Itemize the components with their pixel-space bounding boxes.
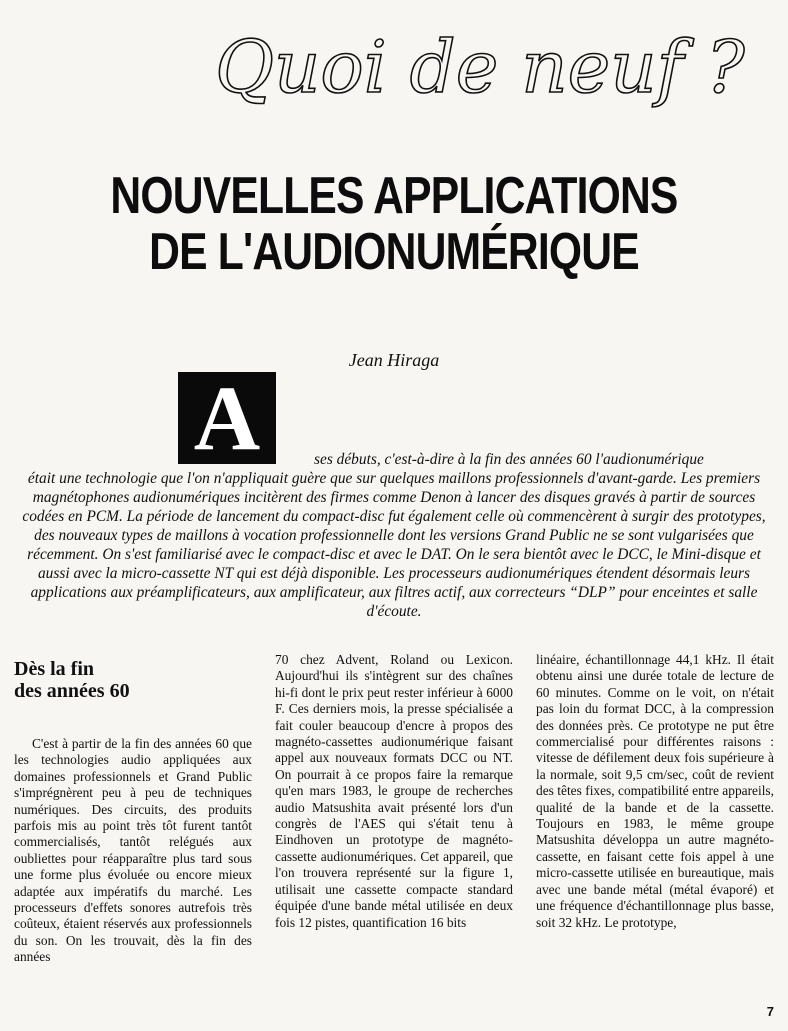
body-columns <box>14 652 774 1004</box>
headline <box>71 168 717 280</box>
handwritten-title-text: Quoi de neuf ? <box>215 25 745 109</box>
section-title-line-1: Dès la fin <box>14 658 94 680</box>
intro-rest: était une technologie que l'on n'appliquait guère que sur quelques maillons professionnels d'avant-garde. Les premiers magnétophones audionumériques incitèrent des firmes comme Denon à lancer des disques gravés à partir de sources codées en PCM. La période de lancement du compact-disc fut également celle où commencèrent à surgir des prototypes, des nouveaux types de maillons à vocation professionnelle dont les versions Grand Public ne se sont vulgarisées que récemment. On s'est familiarisé avec le compact-disc et avec le DAT. On le sera bientôt avec le DCC, le Mini-disque et aussi avec la micro-cassette NT qui est déjà disponible. Les processeurs audionumériques étendent désormais leurs applications aux préamplificateurs, aux amplificateur, aux filtres actif, aux correcteurs “DLP” pour enceintes et salle d'écoute. <box>22 470 766 620</box>
column-2 <box>275 652 513 1004</box>
dropcap: A <box>178 372 276 464</box>
intro-paragraph <box>14 450 774 621</box>
headline-line-2: DE L'AUDIONUMÉRIQUE <box>149 223 639 281</box>
intro-first-line: ses débuts, c'est-à-dire à la fin des années 60 l'audionumérique <box>314 451 704 468</box>
author: Jean Hiraga <box>348 350 440 370</box>
headline-line-1: NOUVELLES APPLICATIONS <box>110 167 678 225</box>
section-title-line-2: des années 60 <box>14 680 130 702</box>
section-title <box>14 658 252 702</box>
column-2-text: 70 chez Advent, Roland ou Lexicon. Aujourd'hui ils s'intègrent sur des chaînes hi-fi dont le prix peut rester inférieur à 6000 F. Ces derniers mois, la presse spécialisée a fait couler beaucoup d'encre à propos des magnéto-cassettes audionumérique faisant appel aux nouveaux formats DCC ou NT. On pourrait à ce propos faire la remarque qu'en mars 1983, le groupe de recherches audio Matsushita avait présenté lors d'un congrès de l'AES qui s'était tenu à Eindhoven un prototype de magnéto-cassette audionumériques. Cet appareil, que l'on trouvera représenté sur la figure 1, utilisait une cassette compacte standard équipée d'une bande métal utilisée en deux fois 12 pistes, quantification 16 bits <box>275 652 513 930</box>
column-3 <box>536 652 774 1004</box>
handwritten-title <box>205 14 745 124</box>
column-3-text: linéaire, échantillonnage 44,1 kHz. Il était obtenu ainsi une durée totale de lecture de 60 minutes. Comme on le voit, on n'était pas loin du format DCC, à la compression des données près. Ce prototype ne put être commercialisé pour différentes raisons : vitesse de défilement deux fois supérieure à la normale, soit 9,5 cm/sec, coût de revient des têtes fixes, compatibilité entre appareils, qualité de la bande et de la cassette. Toujours en 1983, le même groupe Matsushita développa un autre magnéto-cassette, en faisant cette fois appel à une micro-cassette utilisée en bureautique, mais avec une bande métal (métal évaporé) et une fréquence d'échantillonnage plus basse, soit 32 kHz. Le prototype, <box>536 652 774 930</box>
page-number: 7 <box>766 1004 774 1019</box>
column-1-text: C'est à partir de la fin des années 60 que les technologies audio appliquées aux domaines professionnels et Grand Public s'imprégnèrent peu à peu de techniques numériques. Des circuits, des produits parfois mis au point très tôt furent tantôt commercialisés, tantôt relégués aux oubliettes pour réapparaître plus tard sous une forme plus évoluée ou encore mieux adaptée aux impératifs du marché. Les processeurs d'effets sonores autrefois très coûteux, étaient réservés aux professionnels du son. On les trouvait, dès la fin des années <box>14 736 252 965</box>
column-1 <box>14 652 252 1004</box>
